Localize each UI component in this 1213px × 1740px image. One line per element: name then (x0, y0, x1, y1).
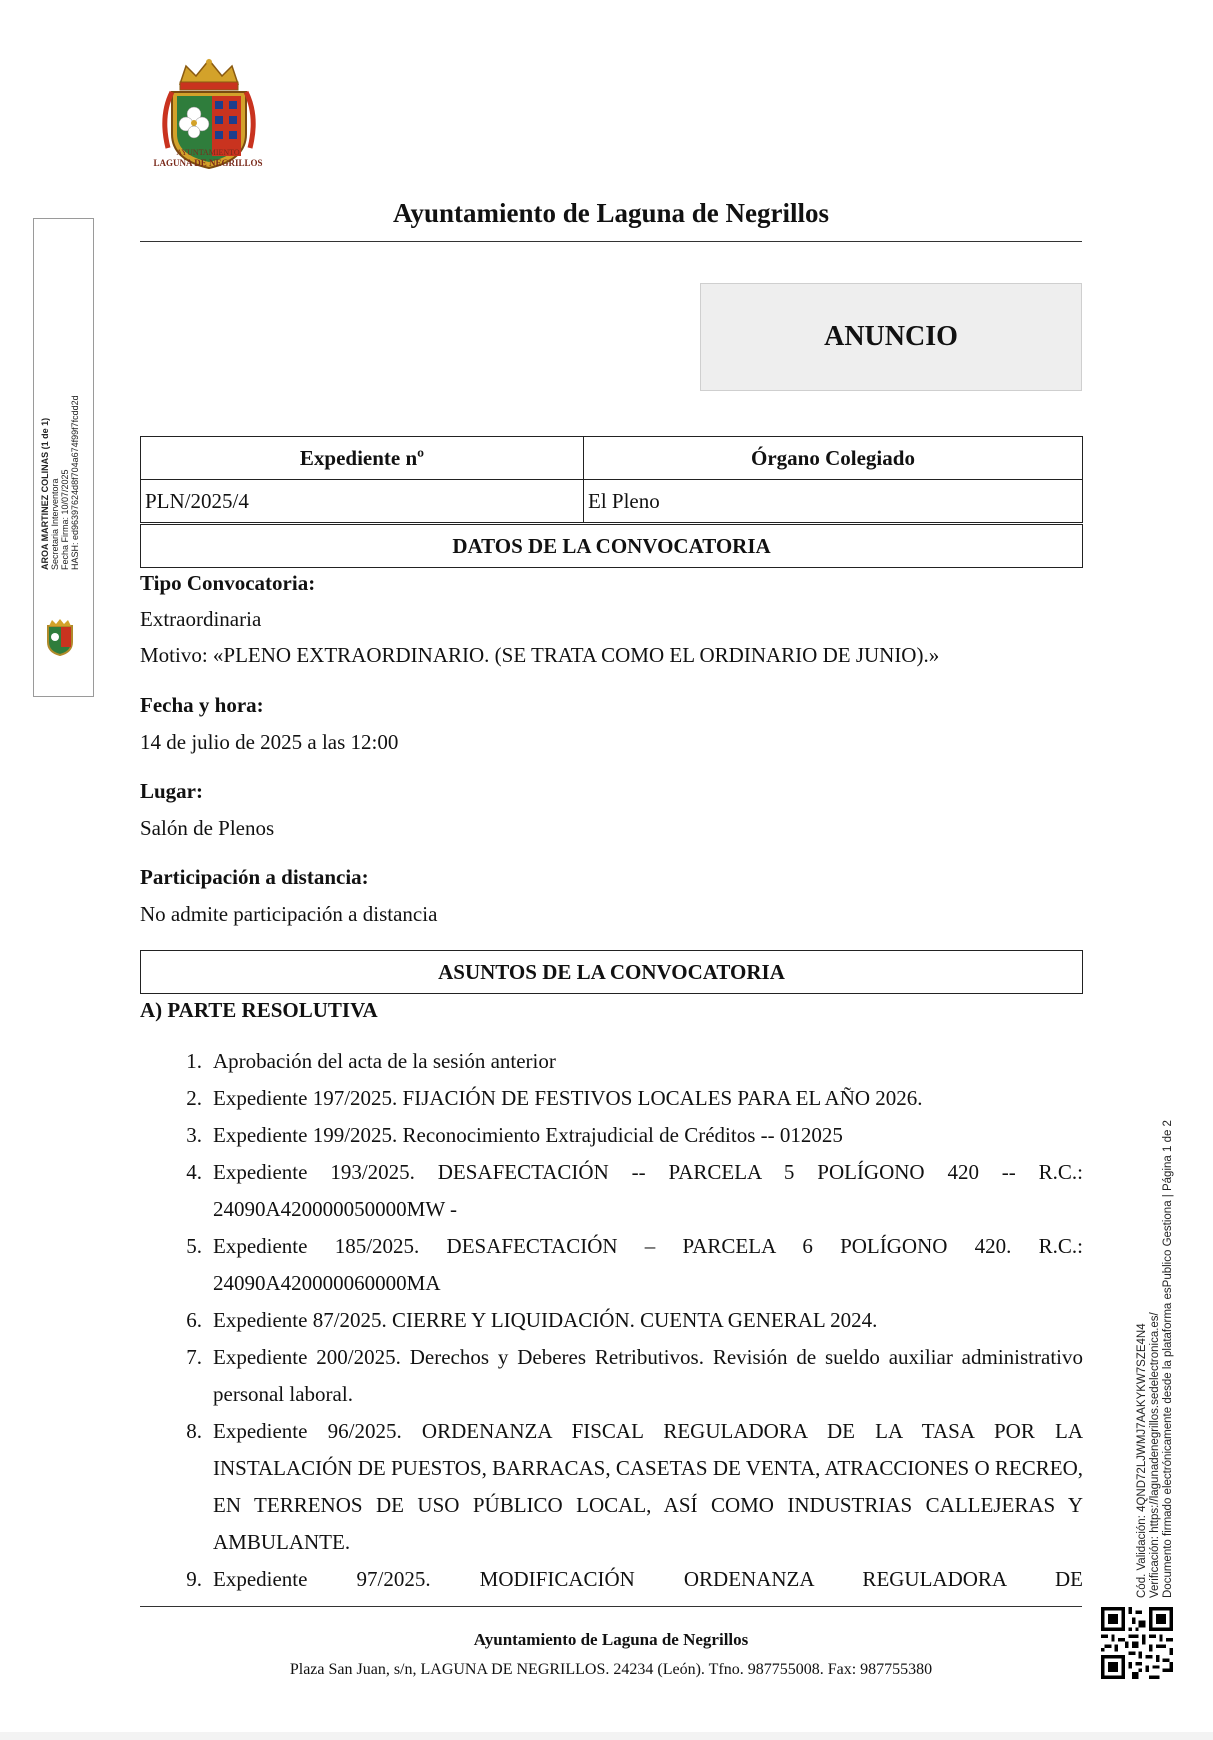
item-text: Expediente 199/2025. Reconocimiento Extrajudicial de Créditos -- 012025 (213, 1123, 843, 1147)
item-text: Expediente 197/2025. FIJACIÓN DE FESTIVOS LOCALES PARA EL AÑO 2026. (213, 1086, 923, 1110)
item-number: 9. (186, 1567, 202, 1591)
header-organo: Órgano Colegiado (584, 437, 1083, 480)
item-text: Expediente 200/2025. Derechos y Deberes Retributivos. Revisión de sueldo auxiliar administrativo personal laboral. (213, 1345, 1083, 1406)
lugar-value: Salón de Plenos (140, 816, 275, 840)
page-title: Ayuntamiento de Laguna de Negrillos (392, 198, 830, 228)
item-number: 3. (186, 1123, 202, 1147)
logo-caption (140, 148, 276, 168)
list-item (140, 1043, 1083, 1080)
list-item (140, 1561, 1083, 1598)
page-bottom-edge (0, 1732, 1213, 1740)
logo-caption-line2: LAGUNA DE NEGRILLOS (153, 158, 263, 168)
participacion-label: Participación a distancia: (140, 865, 369, 889)
item-number: 5. (186, 1234, 202, 1258)
item-number: 1. (186, 1049, 202, 1073)
lugar-label: Lugar: (140, 779, 203, 803)
item-text: Expediente 97/2025. MODIFICACIÓN ORDENANZA REGULADORA DE (213, 1567, 1083, 1591)
list-item (140, 1228, 1083, 1302)
fecha-label: Fecha y hora: (140, 693, 264, 717)
expediente-table (140, 436, 1083, 523)
tipo-value: Extraordinaria (140, 607, 262, 631)
list-item (140, 1117, 1083, 1154)
validation-platform: Documento firmado electrónicamente desde la plataforma esPublico Gestiona | Página 1 de 2 (1162, 1120, 1174, 1598)
anuncio-badge: ANUNCIO (700, 283, 1082, 391)
fecha-value: 14 de julio de 2025 a las 12:00 (140, 730, 399, 754)
item-number: 8. (186, 1419, 202, 1443)
validation-text (1136, 1120, 1175, 1598)
validation-code: Cód. Validación: 4QND72LJWMJ7AAKYKW7SZE4N4 (1136, 1323, 1148, 1598)
footer-name: Ayuntamiento de Laguna de Negrillos (473, 1630, 749, 1649)
signature-role: Secretaria Interventora (50, 478, 60, 570)
item-number: 2. (186, 1086, 202, 1110)
table-header-row (141, 437, 1083, 480)
item-number: 7. (186, 1345, 202, 1369)
item-text: Expediente 185/2025. DESAFECTACIÓN – PARCELA 6 POLÍGONO 420. R.C.: 24090A420000060000MA (213, 1234, 1083, 1295)
seal-icon (40, 618, 80, 658)
item-number: 6. (186, 1308, 202, 1332)
asuntos-heading: ASUNTOS DE LA CONVOCATORIA (140, 950, 1083, 994)
item-text: Expediente 193/2025. DESAFECTACIÓN -- PARCELA 5 POLÍGONO 420 -- R.C.: 24090A420000050000MW - (213, 1160, 1083, 1221)
signature-date: Fecha Firma: 10/07/2025 (60, 469, 70, 570)
tipo-label: Tipo Convocatoria: (140, 571, 316, 595)
footer-divider (140, 1606, 1082, 1607)
signature-text (40, 395, 80, 570)
item-number: 4. (186, 1160, 202, 1184)
cell-expediente: PLN/2025/4 (141, 480, 584, 523)
list-item (140, 1302, 1083, 1339)
signature-signer: AROA MARTINEZ COLINAS (1 de 1) (40, 417, 50, 570)
datos-heading: DATOS DE LA CONVOCATORIA (140, 524, 1083, 568)
item-text: Expediente 87/2025. CIERRE Y LIQUIDACIÓN. CUENTA GENERAL 2024. (213, 1308, 878, 1332)
logo-caption-line1: AYUNTAMIENTO (176, 148, 240, 157)
participacion-value: No admite participación a distancia (140, 902, 438, 926)
footer-address: Plaza San Juan, s/n, LAGUNA DE NEGRILLOS. 24234 (León). Tfno. 987755008. Fax: 987755380 (289, 1661, 933, 1678)
header-expediente: Expediente nº (141, 437, 584, 480)
parte-resolutiva-heading: A) PARTE RESOLUTIVA (140, 998, 378, 1022)
list-item (140, 1413, 1083, 1561)
list-item (140, 1339, 1083, 1413)
item-text: Expediente 96/2025. ORDENANZA FISCAL REGULADORA DE LA TASA POR LA INSTALACIÓN DE PUESTOS, BARRACAS, CASETAS DE VENTA, ATRACCIONES O RECREO, EN TERRENOS DE USO PÚBLICO LOCAL, ASÍ COMO INDUSTRIAS CALLEJERAS Y AMBULANTE. (213, 1419, 1083, 1554)
item-text: Aprobación del acta de la sesión anterior (213, 1049, 556, 1073)
qr-code-icon (1101, 1607, 1173, 1679)
list-item (140, 1154, 1083, 1228)
title-divider (140, 241, 1082, 242)
agenda-list (140, 1043, 1083, 1598)
cell-organo: El Pleno (584, 480, 1083, 523)
validation-url: Verificación: https://lagunadenegrillos.sedelectronica.es/ (1149, 1312, 1161, 1598)
motivo-text: Motivo: «PLENO EXTRAORDINARIO. (SE TRATA COMO EL ORDINARIO DE JUNIO).» (140, 643, 940, 667)
list-item (140, 1080, 1083, 1117)
signature-hash: HASH: ed96397624d8f704a674f99f7fcdd2d (70, 395, 80, 570)
table-row (141, 480, 1083, 523)
